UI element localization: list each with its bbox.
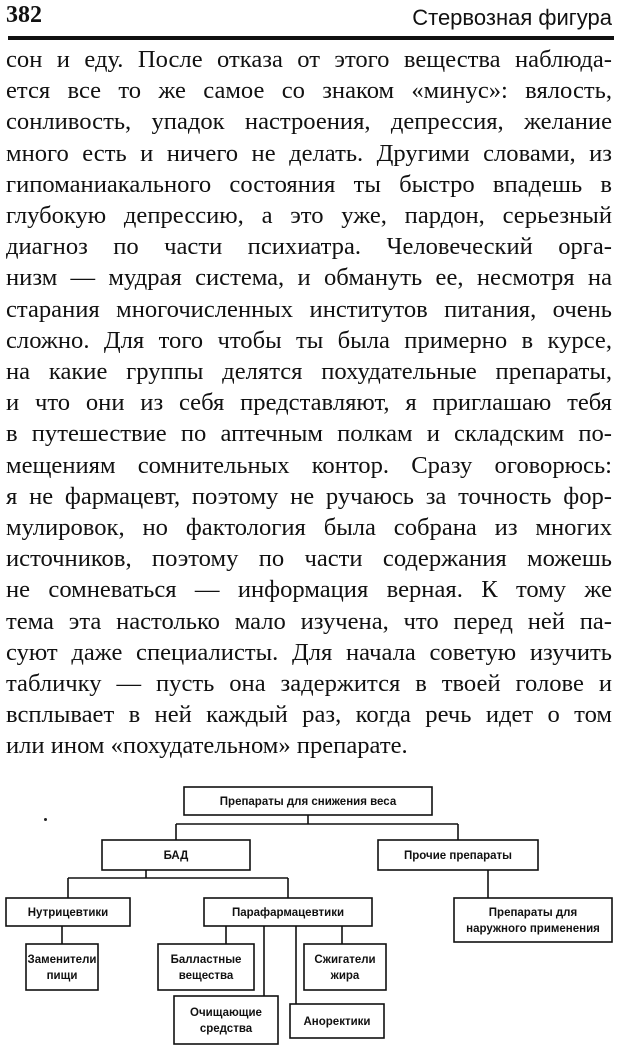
text-line: мулировок, но фактология была собрана из многих — [6, 514, 612, 542]
diagram-label-bad: БАД — [163, 850, 189, 862]
diagram-label-substitutes-1: Заменители — [27, 954, 97, 966]
diagram-label-external-1: Препараты для — [488, 907, 578, 919]
diagram-box-substitutes — [26, 944, 98, 990]
diagram-label-burners-1: Сжигатели — [314, 954, 376, 966]
diagram-label-external-2: наружного применения — [466, 923, 600, 935]
page-header — [6, 2, 612, 36]
text-line: источников, поэтому по части содержания можешь — [6, 545, 612, 573]
header-rule — [8, 36, 614, 40]
classification-diagram — [0, 770, 620, 1051]
text-line: низм — мудрая система, и обмануть ее, несмотря на — [6, 264, 612, 292]
diagram-label-para: Парафармацевтики — [231, 907, 345, 919]
text-line: на какие группы делятся похудательные препараты, — [6, 358, 612, 386]
text-line: глубокую депрессию, а это уже, пардон, серьезный — [6, 202, 612, 230]
diagram-label-root: Препараты для снижения веса — [219, 796, 397, 808]
text-line: сон и еду. После отказа от этого вещества наблюда- — [6, 46, 612, 73]
text-line: диагноз по части психиатра. Человеческий орга- — [6, 233, 612, 261]
text-line: не сомневаться — информация верная. К тому же — [6, 576, 612, 604]
text-line: сонливость, упадок настроения, депрессия, желание — [6, 108, 612, 136]
diagram-label-substitutes-2: пищи — [46, 970, 78, 982]
text-line: мещениям сомнительных контор. Сразу оговорюсь: — [6, 451, 612, 479]
text-line: сложно. Для того чтобы ты была примерно в курсе, — [6, 326, 612, 354]
diagram-box-root — [184, 787, 432, 815]
diagram-label-anorectics: Аноректики — [303, 1016, 371, 1028]
text-line: в путешествие по аптечным полкам и складским по- — [6, 420, 612, 448]
text-line: табличку — пусть она задержится в твоей голове и — [6, 670, 612, 698]
page-number: 382 — [6, 2, 42, 28]
text-line: гипоманиакального состояния ты быстро впадешь в — [6, 170, 612, 198]
diagram-label-ballast-1: Балластные — [170, 954, 242, 966]
diagram-box-para — [204, 898, 372, 926]
diagram-box-anorectics — [290, 1004, 384, 1038]
diagram-label-other: Прочие препараты — [404, 850, 512, 862]
text-line: и что они из себя представляют, я приглашаю тебя — [6, 389, 612, 417]
text-line: я не фармацевт, поэтому не ручаюсь за точность фор- — [6, 482, 612, 510]
diagram-box-bad — [102, 840, 250, 870]
diagram-box-other — [378, 840, 538, 870]
diagram-box-cleansers — [174, 996, 278, 1044]
diagram-label-cleansers-1: Очищающие — [190, 1007, 262, 1019]
text-line: ется все то же самое со знаком «минус»: вялость, — [6, 77, 612, 105]
text-line: суют даже специалисты. Для начала советую изучить — [6, 638, 612, 666]
running-title: Стервозная фигура — [412, 5, 612, 30]
diagram-label-burners-2: жира — [330, 970, 360, 982]
text-line: или ином «похудательном» препарате. — [6, 732, 408, 760]
diagram-box-nutri — [6, 898, 130, 926]
text-line: тема эта настолько мало изучена, что перед ней па- — [6, 607, 612, 635]
body-text — [6, 44, 612, 762]
diagram-label-cleansers-2: средства — [199, 1023, 253, 1035]
diagram-box-burners — [304, 944, 386, 990]
text-line: много есть и ничего не делать. Другими словами, из — [6, 139, 612, 167]
diagram-label-ballast-2: вещества — [178, 970, 234, 982]
diagram-box-ballast — [158, 944, 254, 990]
diagram-box-external — [454, 898, 612, 942]
diagram-label-nutri: Нутрицевтики — [27, 907, 109, 919]
text-line: старания многочисленных институтов питания, очень — [6, 295, 612, 323]
text-line: всплывает в ней каждый раз, когда речь идет о том — [6, 701, 612, 729]
